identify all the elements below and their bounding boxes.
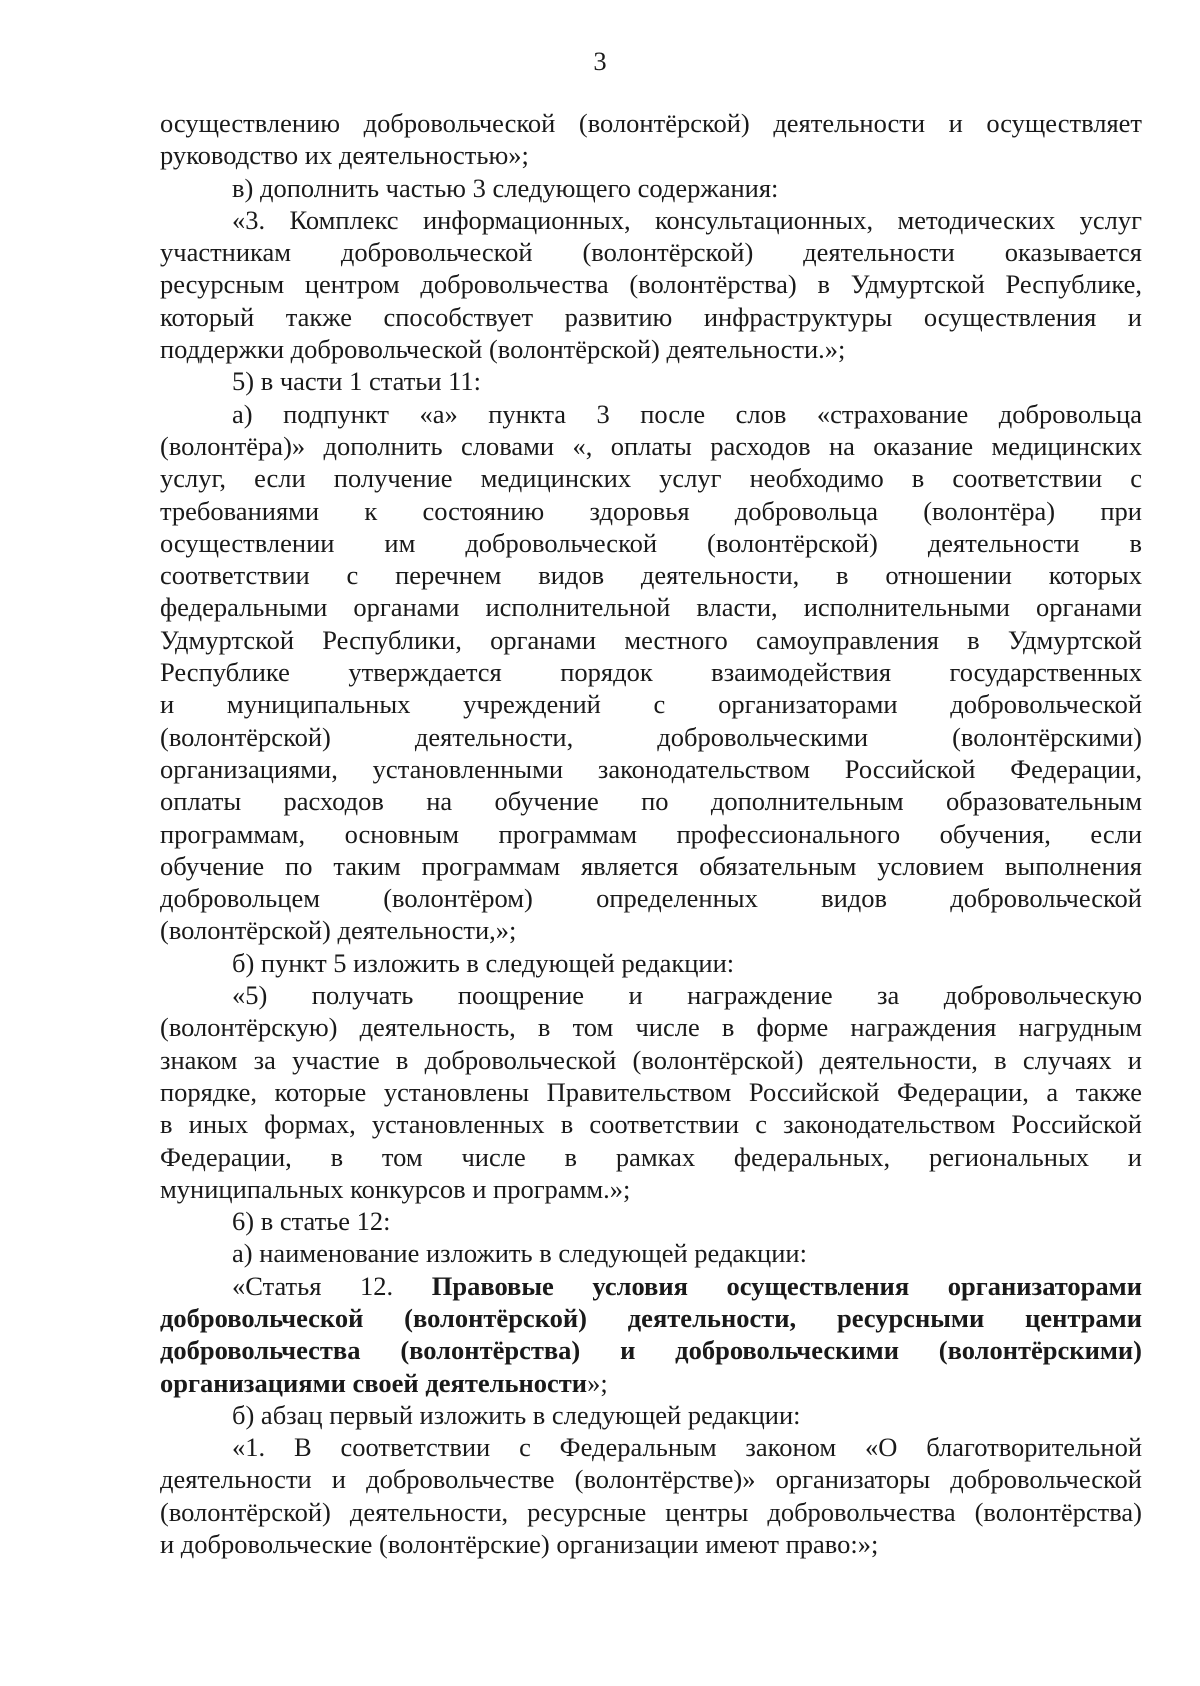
text-line (160, 785, 1142, 817)
text-line (160, 979, 1142, 1011)
line-text: осуществлении им добровольческой (волонтёрской) деятельности в (160, 527, 1142, 558)
line-text: требованиями к состоянию здоровья добровольца (волонтёра) при (160, 495, 1142, 526)
line-text: и добровольческие (волонтёрские) организации имеют право:»; (160, 1529, 879, 1560)
bold-heading-text: добровольческой (волонтёрской) деятельности, ресурсными центрами (160, 1302, 1142, 1333)
line-text: поддержки добровольческой (волонтёрской) деятельности.»; (160, 334, 846, 365)
text-line (160, 1431, 1142, 1463)
text-line (160, 947, 1142, 979)
text-line (160, 1496, 1142, 1528)
line-text: который также способствует развитию инфраструктуры осуществления и (160, 301, 1142, 332)
line-text: в) дополнить частью 3 следующего содержания: (232, 172, 779, 203)
line-text: а) подпункт «а» пункта 3 после слов «страхование добровольца (232, 398, 1142, 429)
bold-heading-text: Правовые условия осуществления организаторами (431, 1270, 1142, 1301)
text-line (160, 527, 1142, 559)
bold-heading-text: организациями своей деятельности (160, 1367, 588, 1398)
line-text: порядке, которые установлены Правительством Российской Федерации, а также (160, 1076, 1142, 1107)
text-line (160, 333, 1142, 365)
line-text: муниципальных конкурсов и программ.»; (160, 1173, 631, 1204)
line-text: 5) в части 1 статьи 11: (232, 366, 482, 397)
line-text: «Статья 12. (232, 1270, 432, 1301)
line-text: 6) в статье 12: (232, 1206, 391, 1237)
line-text: а) наименование изложить в следующей редакции: (232, 1238, 807, 1269)
text-line (160, 1141, 1142, 1173)
line-text: (волонтёра)» дополнить словами «, оплаты расходов на оказание медицинских (160, 430, 1142, 461)
text-line (160, 1270, 1142, 1302)
text-line (160, 753, 1142, 785)
text-line (160, 850, 1142, 882)
text-line (160, 624, 1142, 656)
line-text: знаком за участие в добровольческой (волонтёрской) деятельности, в случаях и (160, 1044, 1142, 1075)
text-line (160, 1367, 1142, 1399)
line-text: (волонтёрскую) деятельность, в том числе в форме награждения нагрудным (160, 1012, 1142, 1043)
text-line (160, 1205, 1142, 1237)
line-text: руководство их деятельностью»; (160, 140, 529, 171)
line-text: б) пункт 5 изложить в следующей редакции: (232, 947, 735, 978)
text-line (160, 1173, 1142, 1205)
text-line (160, 882, 1142, 914)
line-text: (волонтёрской) деятельности, ресурсные центры добровольчества (волонтёрства) (160, 1496, 1142, 1527)
line-text: организациями, установленными законодательством Российской Федерации, (160, 753, 1142, 784)
line-text: «1. В соответствии с Федеральным законом «О благотворительной (232, 1432, 1142, 1463)
line-text: Федерации, в том числе в рамках федеральных, региональных и (160, 1141, 1142, 1172)
line-text: (волонтёрской) деятельности, добровольческими (волонтёрскими) (160, 721, 1142, 752)
line-text: добровольцем (волонтёром) определенных видов добровольческой (160, 883, 1142, 914)
text-line (160, 559, 1142, 591)
text-line (160, 430, 1142, 462)
line-text-tail: »; (587, 1367, 608, 1398)
text-line (160, 1076, 1142, 1108)
text-line (160, 495, 1142, 527)
text-line (160, 818, 1142, 850)
text-line (160, 1108, 1142, 1140)
text-line (160, 656, 1142, 688)
page-number: 3 (593, 46, 607, 76)
text-line (160, 107, 1142, 139)
text-line (160, 301, 1142, 333)
line-text: в иных формах, установленных в соответствии с законодательством Российской (160, 1109, 1142, 1140)
text-line (160, 462, 1142, 494)
line-text: (волонтёрской) деятельности,»; (160, 915, 517, 946)
line-text: оплаты расходов на обучение по дополнительным образовательным (160, 786, 1142, 817)
text-line (160, 1463, 1142, 1495)
text-line (160, 398, 1142, 430)
line-text: и муниципальных учреждений с организаторами добровольческой (160, 689, 1142, 720)
text-line (160, 1334, 1142, 1366)
line-text: Удмуртской Республики, органами местного самоуправления в Удмуртской (160, 624, 1142, 655)
line-text: б) абзац первый изложить в следующей редакции: (232, 1399, 801, 1430)
line-text: деятельности и добровольчестве (волонтёрстве)» организаторы добровольческой (160, 1464, 1142, 1495)
text-line (160, 204, 1142, 236)
text-line (160, 1044, 1142, 1076)
text-line (160, 1528, 1142, 1560)
line-text: ресурсным центром добровольчества (волонтёрства) в Удмуртской Республике, (160, 269, 1142, 300)
line-text: программам, основным программам профессионального обучения, если (160, 818, 1142, 849)
line-text: федеральными органами исполнительной власти, исполнительными органами (160, 592, 1142, 623)
text-line (160, 1302, 1142, 1334)
text-line (160, 268, 1142, 300)
line-text: участникам добровольческой (волонтёрской) деятельности оказывается (160, 237, 1142, 268)
text-line (160, 172, 1142, 204)
document-body (160, 107, 1142, 1560)
text-line (160, 1399, 1142, 1431)
text-line (160, 236, 1142, 268)
line-text: услуг, если получение медицинских услуг необходимо в соответствии с (160, 463, 1142, 494)
line-text: соответствии с перечнем видов деятельности, в отношении которых (160, 560, 1142, 591)
text-line (160, 721, 1142, 753)
line-text: «5) получать поощрение и награждение за добровольческую (232, 980, 1142, 1011)
line-text: обучение по таким программам является обязательным условием выполнения (160, 850, 1142, 881)
text-line (160, 688, 1142, 720)
text-line (160, 365, 1142, 397)
bold-heading-text: добровольчества (волонтёрства) и добровольческими (волонтёрскими) (160, 1335, 1142, 1366)
line-text: «3. Комплекс информационных, консультационных, методических услуг (232, 204, 1142, 235)
text-line (160, 1011, 1142, 1043)
line-text: осуществлению добровольческой (волонтёрской) деятельности и осуществляет (160, 108, 1142, 138)
text-line (160, 139, 1142, 171)
line-text: Республике утверждается порядок взаимодействия государственных (160, 657, 1142, 688)
text-line (160, 1237, 1142, 1269)
text-line (160, 914, 1142, 946)
text-line (160, 591, 1142, 623)
